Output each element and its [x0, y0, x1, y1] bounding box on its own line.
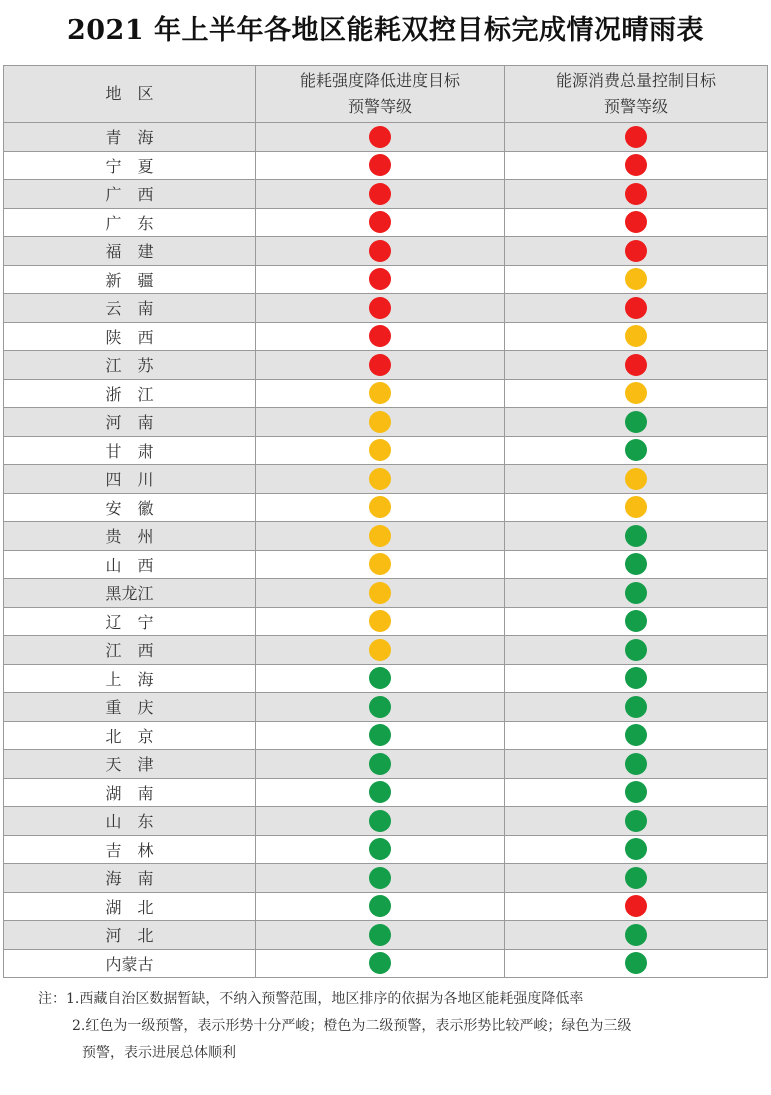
region-name: 内蒙古 — [105, 954, 154, 974]
total-level-cell — [505, 778, 768, 807]
region-name: 湖 南 — [105, 783, 154, 803]
intensity-level-cell — [256, 892, 505, 921]
green-warning-dot-icon — [369, 696, 391, 718]
intensity-header-line2: 预警等级 — [347, 97, 412, 116]
intensity-level-cell — [256, 123, 505, 152]
region-cell — [4, 607, 256, 636]
region-name: 吉 林 — [105, 840, 154, 860]
region-cell — [4, 351, 256, 380]
region-name: 海 南 — [105, 869, 154, 889]
red-warning-dot-icon — [369, 268, 391, 290]
region-cell — [4, 237, 256, 266]
footnote-2-line2: 预警，表示进展总体顺利 — [82, 1045, 236, 1061]
total-level-cell — [505, 807, 768, 836]
intensity-level-cell — [256, 864, 505, 893]
table-row — [4, 693, 768, 722]
region-name: 甘 肃 — [105, 441, 154, 461]
green-warning-dot-icon — [369, 924, 391, 946]
table-row — [4, 322, 768, 351]
total-level-cell — [505, 835, 768, 864]
intensity-level-cell — [256, 465, 505, 494]
intensity-level-cell — [256, 351, 505, 380]
red-warning-dot-icon — [369, 325, 391, 347]
region-name: 安 徽 — [105, 498, 154, 518]
region-name: 河 北 — [105, 926, 154, 946]
total-level-cell — [505, 721, 768, 750]
orange-warning-dot-icon — [625, 468, 647, 490]
page-title: 2021 年上半年各地区能耗双控目标完成情况晴雨表 — [66, 15, 705, 46]
total-level-cell — [505, 351, 768, 380]
green-warning-dot-icon — [625, 781, 647, 803]
region-header-label: 地 区 — [105, 84, 154, 103]
table-row — [4, 408, 768, 437]
orange-warning-dot-icon — [369, 496, 391, 518]
intensity-level-cell — [256, 579, 505, 608]
green-warning-dot-icon — [369, 753, 391, 775]
table-row — [4, 579, 768, 608]
region-cell — [4, 892, 256, 921]
intensity-level-cell — [256, 550, 505, 579]
region-cell — [4, 750, 256, 779]
region-name: 重 庆 — [105, 698, 154, 718]
green-warning-dot-icon — [369, 952, 391, 974]
footnote-1: 注：1.西藏自治区数据暂缺，不纳入预警范围，地区排序的依据为各地区能耗强度降低率 — [38, 991, 584, 1007]
region-cell — [4, 949, 256, 978]
total-level-cell — [505, 579, 768, 608]
orange-warning-dot-icon — [369, 582, 391, 604]
region-name: 上 海 — [105, 669, 154, 689]
intensity-level-cell — [256, 408, 505, 437]
region-name: 北 京 — [105, 726, 154, 746]
green-warning-dot-icon — [369, 867, 391, 889]
table-row — [4, 949, 768, 978]
red-warning-dot-icon — [369, 211, 391, 233]
region-name: 江 苏 — [105, 356, 154, 376]
table-row — [4, 436, 768, 465]
red-warning-dot-icon — [625, 297, 647, 319]
orange-warning-dot-icon — [369, 553, 391, 575]
region-cell — [4, 522, 256, 551]
intensity-level-cell — [256, 807, 505, 836]
table-row — [4, 921, 768, 950]
red-warning-dot-icon — [625, 183, 647, 205]
table-row — [4, 208, 768, 237]
table-row — [4, 180, 768, 209]
red-warning-dot-icon — [625, 126, 647, 148]
table-row — [4, 892, 768, 921]
intensity-column-header — [256, 66, 505, 123]
red-warning-dot-icon — [369, 297, 391, 319]
region-cell — [4, 294, 256, 323]
region-name: 广 西 — [105, 185, 154, 205]
table-row — [4, 807, 768, 836]
green-warning-dot-icon — [625, 553, 647, 575]
intensity-level-cell — [256, 265, 505, 294]
green-warning-dot-icon — [625, 582, 647, 604]
red-warning-dot-icon — [625, 354, 647, 376]
green-warning-dot-icon — [625, 610, 647, 632]
region-cell — [4, 579, 256, 608]
region-cell — [4, 864, 256, 893]
orange-warning-dot-icon — [625, 496, 647, 518]
region-name: 湖 北 — [105, 897, 154, 917]
region-name: 山 西 — [105, 555, 154, 575]
region-cell — [4, 693, 256, 722]
total-level-cell — [505, 408, 768, 437]
total-level-cell — [505, 949, 768, 978]
green-warning-dot-icon — [369, 724, 391, 746]
total-header-line2: 预警等级 — [603, 97, 668, 116]
region-name: 新 疆 — [105, 270, 154, 290]
intensity-level-cell — [256, 750, 505, 779]
total-level-cell — [505, 379, 768, 408]
total-level-cell — [505, 693, 768, 722]
table-row — [4, 607, 768, 636]
green-warning-dot-icon — [625, 525, 647, 547]
region-cell — [4, 436, 256, 465]
region-name: 宁 夏 — [105, 156, 154, 176]
green-warning-dot-icon — [625, 838, 647, 860]
orange-warning-dot-icon — [369, 525, 391, 547]
region-cell — [4, 408, 256, 437]
total-level-cell — [505, 864, 768, 893]
region-name: 福 建 — [105, 242, 154, 262]
red-warning-dot-icon — [625, 154, 647, 176]
total-level-cell — [505, 180, 768, 209]
region-cell — [4, 493, 256, 522]
region-cell — [4, 636, 256, 665]
intensity-level-cell — [256, 180, 505, 209]
intensity-level-cell — [256, 522, 505, 551]
table-row — [4, 550, 768, 579]
region-name: 天 津 — [105, 755, 154, 775]
region-cell — [4, 550, 256, 579]
region-cell — [4, 778, 256, 807]
green-warning-dot-icon — [625, 724, 647, 746]
table-row — [4, 294, 768, 323]
region-cell — [4, 465, 256, 494]
region-name: 贵 州 — [105, 527, 154, 547]
region-name: 广 东 — [105, 213, 154, 233]
orange-warning-dot-icon — [369, 468, 391, 490]
table-row — [4, 721, 768, 750]
intensity-level-cell — [256, 664, 505, 693]
intensity-level-cell — [256, 607, 505, 636]
footnote-2 — [38, 1013, 758, 1067]
intensity-level-cell — [256, 949, 505, 978]
table-row — [4, 636, 768, 665]
green-warning-dot-icon — [625, 952, 647, 974]
region-name: 山 东 — [105, 812, 154, 832]
intensity-level-cell — [256, 493, 505, 522]
intensity-header-line1: 能耗强度降低进度目标 — [299, 71, 460, 90]
table-row — [4, 265, 768, 294]
footnote-2-line1: 2.红色为一级预警，表示形势十分严峻；橙色为二级预警，表示形势比较严峻；绿色为三级 — [72, 1018, 632, 1034]
total-level-cell — [505, 465, 768, 494]
total-level-cell — [505, 208, 768, 237]
region-cell — [4, 379, 256, 408]
total-column-header — [505, 66, 768, 123]
table-row — [4, 465, 768, 494]
region-cell — [4, 180, 256, 209]
total-level-cell — [505, 493, 768, 522]
red-warning-dot-icon — [369, 240, 391, 262]
region-column-header — [4, 66, 256, 123]
intensity-level-cell — [256, 294, 505, 323]
table-row — [4, 351, 768, 380]
region-name: 辽 宁 — [105, 612, 154, 632]
region-cell — [4, 151, 256, 180]
red-warning-dot-icon — [369, 354, 391, 376]
orange-warning-dot-icon — [369, 382, 391, 404]
region-cell — [4, 835, 256, 864]
total-level-cell — [505, 522, 768, 551]
region-name: 四 川 — [105, 470, 154, 490]
intensity-level-cell — [256, 151, 505, 180]
region-name: 陕 西 — [105, 327, 154, 347]
table-row — [4, 237, 768, 266]
green-warning-dot-icon — [369, 895, 391, 917]
total-level-cell — [505, 607, 768, 636]
region-cell — [4, 721, 256, 750]
green-warning-dot-icon — [625, 696, 647, 718]
total-level-cell — [505, 294, 768, 323]
table-row — [4, 493, 768, 522]
table-row — [4, 522, 768, 551]
intensity-level-cell — [256, 322, 505, 351]
warning-table — [3, 65, 768, 978]
table-row — [4, 778, 768, 807]
intensity-level-cell — [256, 921, 505, 950]
red-warning-dot-icon — [625, 895, 647, 917]
region-name: 云 南 — [105, 299, 154, 319]
table-row — [4, 379, 768, 408]
green-warning-dot-icon — [625, 667, 647, 689]
green-warning-dot-icon — [625, 810, 647, 832]
green-warning-dot-icon — [625, 639, 647, 661]
red-warning-dot-icon — [369, 183, 391, 205]
intensity-level-cell — [256, 693, 505, 722]
green-warning-dot-icon — [625, 753, 647, 775]
green-warning-dot-icon — [369, 838, 391, 860]
region-cell — [4, 208, 256, 237]
table-body — [4, 123, 768, 978]
intensity-level-cell — [256, 778, 505, 807]
table-row — [4, 864, 768, 893]
green-warning-dot-icon — [625, 867, 647, 889]
total-level-cell — [505, 123, 768, 152]
total-level-cell — [505, 322, 768, 351]
intensity-level-cell — [256, 237, 505, 266]
total-level-cell — [505, 237, 768, 266]
red-warning-dot-icon — [369, 154, 391, 176]
green-warning-dot-icon — [625, 439, 647, 461]
orange-warning-dot-icon — [625, 325, 647, 347]
red-warning-dot-icon — [369, 126, 391, 148]
green-warning-dot-icon — [625, 924, 647, 946]
region-cell — [4, 664, 256, 693]
table-row — [4, 151, 768, 180]
orange-warning-dot-icon — [369, 610, 391, 632]
red-warning-dot-icon — [625, 240, 647, 262]
orange-warning-dot-icon — [625, 268, 647, 290]
table-row — [4, 664, 768, 693]
green-warning-dot-icon — [625, 411, 647, 433]
region-cell — [4, 921, 256, 950]
total-level-cell — [505, 436, 768, 465]
region-cell — [4, 123, 256, 152]
total-level-cell — [505, 750, 768, 779]
total-level-cell — [505, 921, 768, 950]
table-header-row — [4, 66, 768, 123]
intensity-level-cell — [256, 636, 505, 665]
table-row — [4, 835, 768, 864]
green-warning-dot-icon — [369, 810, 391, 832]
region-cell — [4, 807, 256, 836]
region-name: 青 海 — [105, 128, 154, 148]
intensity-level-cell — [256, 835, 505, 864]
intensity-level-cell — [256, 721, 505, 750]
red-warning-dot-icon — [625, 211, 647, 233]
total-level-cell — [505, 664, 768, 693]
region-name: 江 西 — [105, 641, 154, 661]
green-warning-dot-icon — [369, 667, 391, 689]
green-warning-dot-icon — [369, 781, 391, 803]
total-level-cell — [505, 892, 768, 921]
region-name: 浙 江 — [105, 384, 154, 404]
intensity-level-cell — [256, 379, 505, 408]
orange-warning-dot-icon — [369, 639, 391, 661]
table-row — [4, 123, 768, 152]
region-cell — [4, 322, 256, 351]
region-cell — [4, 265, 256, 294]
orange-warning-dot-icon — [625, 382, 647, 404]
region-name: 黑龙江 — [105, 584, 154, 604]
total-level-cell — [505, 636, 768, 665]
table-row — [4, 750, 768, 779]
intensity-level-cell — [256, 208, 505, 237]
intensity-level-cell — [256, 436, 505, 465]
orange-warning-dot-icon — [369, 439, 391, 461]
total-level-cell — [505, 151, 768, 180]
orange-warning-dot-icon — [369, 411, 391, 433]
total-level-cell — [505, 265, 768, 294]
total-level-cell — [505, 550, 768, 579]
footnotes — [38, 986, 758, 1067]
total-header-line1: 能源消费总量控制目标 — [555, 71, 716, 90]
region-name: 河 南 — [105, 413, 154, 433]
